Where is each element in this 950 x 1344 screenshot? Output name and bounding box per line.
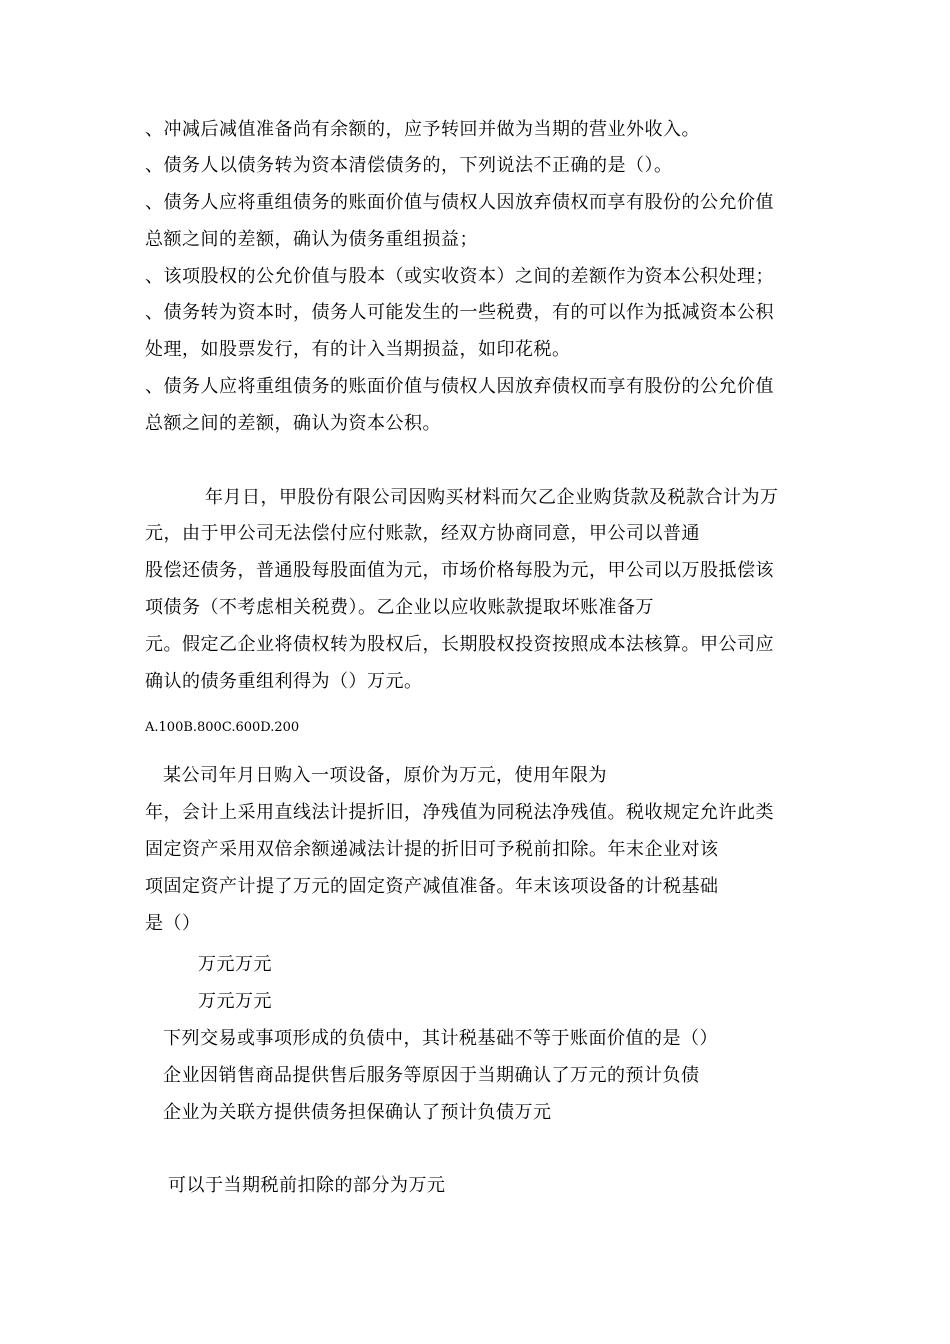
text-line: 固定资产采用双倍余额递减法计提的折旧可予税前扣除。年末企业对该 — [145, 839, 719, 860]
text-line: 元。假定乙企业将债权转为股权后，长期股权投资按照成本法核算。甲公司应 — [145, 634, 774, 655]
text-line: 企业为关联方提供债务担保确认了预计负债万元 — [163, 1102, 552, 1123]
text-line: 、债务转为资本时，债务人可能发生的一些税费，有的可以作为抵减资本公积 — [145, 302, 774, 323]
text-line: 年月日，甲股份有限公司因购买材料而欠乙企业购货款及税款合计为万 — [205, 487, 779, 508]
text-line: 、债务人应将重组债务的账面价值与债权人因放弃债权而享有股份的公允价值 — [145, 376, 774, 397]
text-line: 元，由于甲公司无法偿付应付账款，经双方协商同意，甲公司以普通 — [145, 523, 700, 544]
text-line: 企业因销售商品提供售后服务等原因于当期确认了万元的预计负债 — [163, 1065, 700, 1086]
text-line: 处理，如股票发行，有的计入当期损益，如印花税。 — [145, 339, 571, 360]
text-line: 项债务（不考虑相关税费）。乙企业以应收账款提取坏账准备万 — [145, 597, 654, 618]
text-line: 、该项股权的公允价值与股本（或实收资本）之间的差额作为资本公积处理； — [145, 266, 774, 287]
text-line: 年，会计上采用直线法计提折旧，净残值为同税法净残值。税收规定允许此类 — [145, 802, 774, 823]
text-line: 万元万元 — [198, 954, 272, 975]
text-line: 确认的债务重组利得为（）万元。 — [145, 671, 423, 692]
text-line: 、冲减后减值准备尚有余额的，应予转回并做为当期的营业外收入。 — [145, 119, 700, 140]
text-line: 总额之间的差额，确认为债务重组损益； — [145, 229, 478, 250]
answer-options: A.100B.800C.600D.200 — [145, 720, 300, 735]
text-line: 是（） — [145, 913, 201, 934]
text-line: 下列交易或事项形成的负债中，其计税基础不等于账面价值的是（） — [163, 1028, 718, 1049]
text-line: 股偿还债务，普通股每股面值为元，市场价格每股为元，甲公司以万股抵偿该 — [145, 560, 774, 581]
text-line: 总额之间的差额，确认为资本公积。 — [145, 413, 441, 434]
text-line: 可以于当期税前扣除的部分为万元 — [168, 1175, 446, 1196]
text-line: 、债务人以债务转为资本清偿债务的，下列说法不正确的是（）。 — [145, 155, 673, 176]
text-line: 某公司年月日购入一项设备，原价为万元，使用年限为 — [163, 765, 607, 786]
text-line: 项固定资产计提了万元的固定资产减值准备。年末该项设备的计税基础 — [145, 876, 719, 897]
text-line: 、债务人应将重组债务的账面价值与债权人因放弃债权而享有股份的公允价值 — [145, 192, 774, 213]
text-line: 万元万元 — [198, 991, 272, 1012]
